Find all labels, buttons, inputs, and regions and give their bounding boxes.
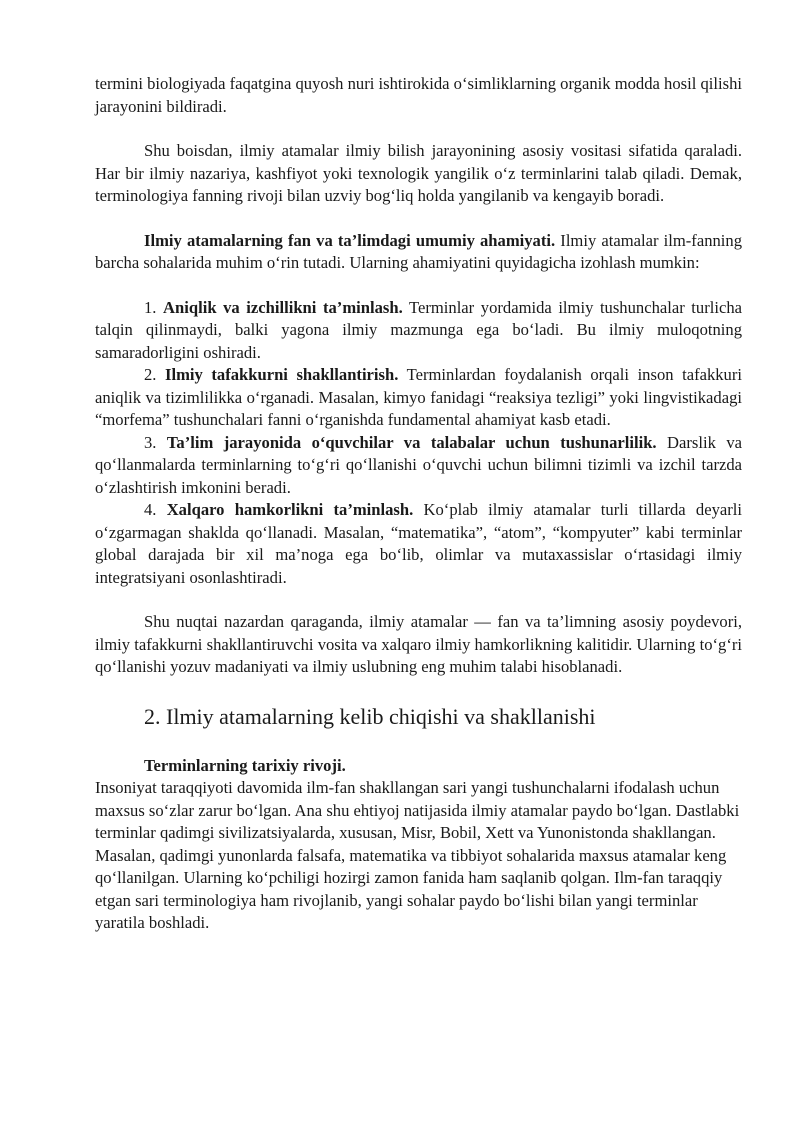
paragraph-1: termini biologiyada faqatgina quyosh nuri ishtirokida o‘simliklarning organik modda hosil qilishi jarayonini bildiradi. [95, 74, 742, 116]
list-item-2 [95, 364, 742, 432]
list-item-title: Ilmiy tafakkurni shakllantirish. [165, 365, 399, 384]
paragraph-3-text: Ilmiy atamalar ilm-fanning barcha sohalarida muhim o‘rin tutadi. Ularning ahamiyatini quyidagicha izohlash mumkin: [95, 230, 742, 272]
paragraph-3-heading: Ilmiy atamalarning fan va ta’limdagi umumiy ahamiyati. [144, 230, 556, 250]
list-item-title: Ta’lim jarayonida o‘quvchilar va talabalar uchun tushunarlilik. [166, 432, 657, 452]
list-item-text: Terminlar yordamida ilmiy tushunchalar turlicha talqin qilinmaydi, balki yagona ilmiy mazmunga ega bo‘ladi. Bu ilmiy muloqotning samaradorligini oshiradi. [95, 297, 742, 362]
paragraph-4: Shu nuqtai nazardan qaraganda, ilmiy atamalar — fan va ta’limning asosiy poydevori, ilmiy tafakkurni shakllantiruvchi vosita va xalqaro ilmiy hamkorlikning kalitidir. Ularning to‘g‘ri qo‘llanishi yozuv madaniyati va ilmiy uslubning eng muhim talabi hisoblanadi. [95, 612, 742, 676]
list-item-number: 4. [144, 500, 157, 519]
list-item-number: 1. [144, 297, 157, 317]
paragraph-3 [95, 230, 742, 275]
list-item-4 [95, 499, 742, 589]
section-heading: 2. Ilmiy atamalarning kelib chiqishi va shakllanishi [144, 703, 596, 729]
document-page [95, 73, 742, 935]
list-item-text: Terminlardan foydalanish orqali inson tafakkuri aniqlik va tizimlilikka o‘rganadi. Masalan, kimyo fanidagi “reaksiya tezligi” yoki lingvistikadagi “morfema” tushunchalari fanni o‘rganishda fundamental ahamiyat kasb etadi. [95, 365, 742, 429]
paragraph-2: Shu boisdan, ilmiy atamalar ilmiy bilish jarayonining asosiy vositasi sifatida qaraladi. Har bir ilmiy nazariya, kashfiyot yoki texnologik yangilik o‘z terminlarini talab qiladi. Demak, terminologiya fanning rivoji bilan uzviy bog‘liq holda yangilanib va kengayib boradi. [95, 141, 742, 205]
list-item-text: Ko‘plab ilmiy atamalar turli tillarda deyarli o‘zgarmagan shaklda qo‘llanadi. Masalan, “matematika”, “atom”, “kompyuter” kabi terminlar global darajada bir xil ma’noga ega bo‘lib, olimlar va mutaxassislar o‘rtasidagi ilmiy integratsiyani osonlashtiradi. [95, 500, 742, 587]
list-item-number: 2. [144, 365, 157, 384]
list-item-text: Darslik va qo‘llanmalarda terminlarning to‘g‘ri qo‘llanishi o‘quvchi uchun bilimni tizimli va izchil tarzda o‘zlashtirish imkonini beradi. [95, 432, 742, 497]
list-item-3 [95, 432, 742, 500]
subheading: Terminlarning tarixiy rivoji. [144, 755, 346, 775]
list-item-number: 3. [144, 432, 157, 452]
list-item-title: Aniqlik va izchillikni ta’minlash. [163, 297, 403, 317]
list-item-1 [95, 297, 742, 365]
paragraph-5: Insoniyat taraqqiyoti davomida ilm-fan shakllangan sari yangi tushunchalarni ifodalash uchun maxsus so‘zlar zarur bo‘lgan. Ana shu ehtiyoj natijasida ilmiy atamalar paydo bo‘lgan. Dastlabki terminlar qadimgi sivilizatsiyalarda, xususan, Misr, Bobil, Xett va Yunonistonda shakllangan. Masalan, qadimgi yunonlarda falsafa, matematika va tibbiyot sohalarida maxsus atamalar keng qo‘llanilgan. Ularning ko‘pchiligi hozirgi zamon fanida ham saqlanib qolgan. Ilm-fan taraqqiy etgan sari terminologiya ham rivojlanib, yangi sohalar paydo bo‘lishi bilan yangi terminlar yaratila boshladi. [95, 778, 740, 932]
list-item-title: Xalqaro hamkorlikni ta’minlash. [166, 500, 414, 519]
